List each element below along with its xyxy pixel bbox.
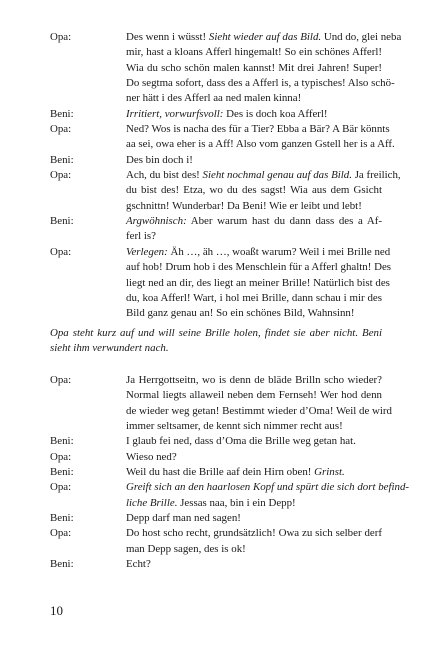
line-text: [126, 137, 395, 152]
stage-cue-text: Irritiert, vorwurfsvoll:: [126, 107, 224, 120]
spoken-text: immer seltsamer, de kennt sich nimmer recht aus!: [126, 420, 343, 433]
stage-cue-text: Grinst.: [314, 466, 345, 479]
dialogue-line: [50, 137, 395, 152]
spoken-text: Wieso ned?: [126, 450, 177, 463]
dialogue-line: [50, 291, 382, 306]
dialogue-line: [50, 434, 382, 449]
dialogue-line: [50, 91, 382, 106]
line-text: [126, 183, 382, 198]
line-text: [126, 45, 382, 60]
dialogue-line: [50, 245, 391, 260]
stage-direction-line: sieht ihm verwundert nach.: [50, 342, 169, 355]
stage-cue-text: Sieht wieder auf das Bild.: [208, 31, 322, 43]
spoken-text: Des is doch koa Afferl!: [223, 107, 328, 120]
spoken-text: Echt?: [126, 558, 151, 571]
spoken-text: Des bin doch i!: [126, 153, 193, 166]
speaker-label: Opa:: [50, 527, 72, 540]
spoken-text: Wia du scho schön malen kannst! Mit drei Jahren! Super!: [126, 61, 382, 74]
speaker-label: Beni:: [50, 215, 74, 228]
speaker-label: Opa:: [50, 481, 72, 494]
line-text: [126, 199, 382, 214]
line-text: [126, 61, 382, 76]
spoken-text: mir, hast a kloans Afferl hingemalt! So ein schönes Afferl!: [126, 46, 382, 59]
line-text: [126, 107, 382, 122]
speaker-label: Beni:: [50, 153, 74, 166]
line-text: [126, 276, 390, 291]
stage-direction-line: Opa steht kurz auf und will seine Brille holen, findet sie aber nicht. Beni: [50, 327, 382, 339]
dialogue-line: [50, 276, 390, 291]
dialogue-block-2: [50, 373, 410, 572]
dialogue-line: [50, 526, 382, 541]
spoken-text: du bist des! Etza, wo du des sagst! Wia aus dem Gsicht: [126, 184, 382, 197]
line-text: [126, 557, 382, 572]
dialogue-line: [50, 168, 401, 183]
dialogue-line: [50, 306, 382, 321]
stage-cue-text: liche Brille.: [126, 496, 178, 509]
spoken-text: Normal liegts allaweil neben dem Fernseh! Wer hod denn: [126, 389, 382, 402]
speaker-label: Beni:: [50, 558, 74, 571]
speaker-label: Beni:: [50, 466, 74, 479]
line-text: [126, 30, 402, 45]
spoken-text: Ja Herrgottseitn, wo is denn de bläde Brilln scho wieder?: [126, 374, 382, 386]
stage-cue-text: Greift sich an den haarlosen Kopf und spürt die sich dort befind-: [126, 481, 410, 494]
spoken-text: Jessas naa, bin i ein Depp!: [177, 496, 296, 509]
spoken-text: auf hob! Drum hob i des Menschlein für a Afferl ghaltn! Des: [126, 261, 392, 274]
dialogue-line: [50, 542, 382, 557]
speaker-label: Opa:: [50, 245, 72, 258]
spoken-text: Bild ganz genau an! So ein schönes Bild, Wahnsinn!: [126, 307, 355, 320]
spoken-text: aa sei, owa eher is a Aff! Also vom ganzen Gstell her is a Aff.: [126, 138, 395, 151]
speaker-label: Beni:: [50, 107, 74, 120]
stage-cue-text: Argwöhnisch:: [126, 215, 187, 228]
dialogue-line: [50, 373, 382, 388]
spoken-text: I glaub fei ned, dass d’Oma die Brille weg getan hat.: [126, 435, 356, 448]
dialogue-line: [50, 404, 392, 419]
speaker-label: Opa:: [50, 123, 72, 136]
line-text: [126, 122, 390, 137]
dialogue-line: [50, 76, 395, 91]
dialogue-line: [50, 260, 392, 275]
dialogue-line: [50, 153, 382, 168]
dialogue-line: [50, 183, 382, 198]
spoken-text: de wieder weg getan! Bestimmt wieder d’Oma! Weil de wird: [126, 404, 392, 417]
dialogue-block-1: [50, 30, 402, 322]
dialogue-line: [50, 199, 382, 214]
line-text: [126, 168, 401, 183]
speaker-label: Beni:: [50, 435, 74, 448]
spoken-text: Und do, glei neba: [321, 31, 402, 43]
spoken-text: ner hätt i des Afferl aa ned malen kinna!: [126, 92, 302, 105]
speaker-label: Beni:: [50, 512, 74, 525]
line-text: [126, 404, 392, 419]
line-text: [126, 465, 382, 480]
line-text: [126, 245, 391, 260]
line-text: [126, 388, 382, 403]
dialogue-line: [50, 388, 382, 403]
speaker-label: Opa:: [50, 169, 72, 182]
spoken-text: gschnittn! Wunderbar! Da Beni! Wie er leibt und lebt!: [126, 199, 362, 212]
line-text: [126, 450, 382, 465]
dialogue-line: [50, 214, 382, 229]
dialogue-line: [50, 496, 382, 511]
line-text: [126, 229, 382, 244]
dialogue-line: [50, 45, 382, 60]
spoken-text: Weil du hast die Brille aaf dein Hirn oben!: [126, 466, 315, 479]
spoken-text: Ned? Wos is nacha des für a Tier? Ebba a Bär? A Bär könnts: [126, 123, 390, 136]
line-text: [126, 91, 382, 106]
stage-direction: [50, 326, 382, 357]
dialogue-line: [50, 557, 382, 572]
speaker-label: Opa:: [50, 31, 72, 43]
spoken-text: man Depp sagen, des is ok!: [126, 542, 246, 555]
dialogue-line: [50, 61, 382, 76]
spoken-text: du, koa Afferl! Wart, i hol mei Brille, dann schau i mir des: [126, 291, 382, 304]
line-text: [126, 76, 395, 91]
dialogue-line: [50, 480, 410, 495]
line-text: [126, 291, 382, 306]
line-text: [126, 153, 382, 168]
speaker-label: Opa:: [50, 374, 72, 386]
line-text: [126, 260, 392, 275]
spoken-text: Do segtma sofort, dass des a Afferl is, a typisches! Also schö-: [126, 77, 395, 90]
speaker-label: Opa:: [50, 450, 72, 463]
line-text: [126, 214, 382, 229]
stage-cue-text: Verlegen:: [126, 245, 168, 258]
stage-cue-text: Sieht nochmal genau auf das Bild.: [202, 169, 352, 182]
spoken-text: Ach, du bist des!: [126, 169, 203, 182]
dialogue-line: [50, 30, 402, 45]
page-number: 10: [50, 603, 63, 618]
dialogue-line: [50, 229, 382, 244]
line-text: [126, 306, 382, 321]
line-text: [126, 480, 410, 495]
spoken-text: Ja freilich,: [351, 169, 401, 182]
dialogue-line: [50, 511, 382, 526]
line-text: [126, 496, 382, 511]
spoken-text: Do host scho recht, grundsätzlich! Owa zu sich selber derf: [126, 527, 382, 540]
line-text: [126, 511, 382, 526]
spoken-text: Äh …, äh …, woaßt warum? Weil i mei Brille ned: [167, 245, 391, 258]
spoken-text: liegt ned an dir, des liegt an meiner Brille! Natürlich bist des: [126, 276, 390, 289]
line-text: [126, 542, 382, 557]
line-text: [126, 526, 382, 541]
line-text: [126, 373, 382, 388]
dialogue-line: [50, 419, 382, 434]
spoken-text: Des wenn i wüsst!: [126, 31, 209, 43]
dialogue-line: [50, 107, 382, 122]
dialogue-line: [50, 465, 382, 480]
dialogue-line: [50, 450, 382, 465]
line-text: [126, 434, 382, 449]
line-text: [126, 419, 382, 434]
spoken-text: ferl is?: [126, 230, 156, 243]
dialogue-line: [50, 122, 390, 137]
spoken-text: Depp darf man ned sagen!: [126, 512, 241, 525]
spoken-text: Aber warum hast du dann dass des a Af-: [186, 215, 382, 228]
